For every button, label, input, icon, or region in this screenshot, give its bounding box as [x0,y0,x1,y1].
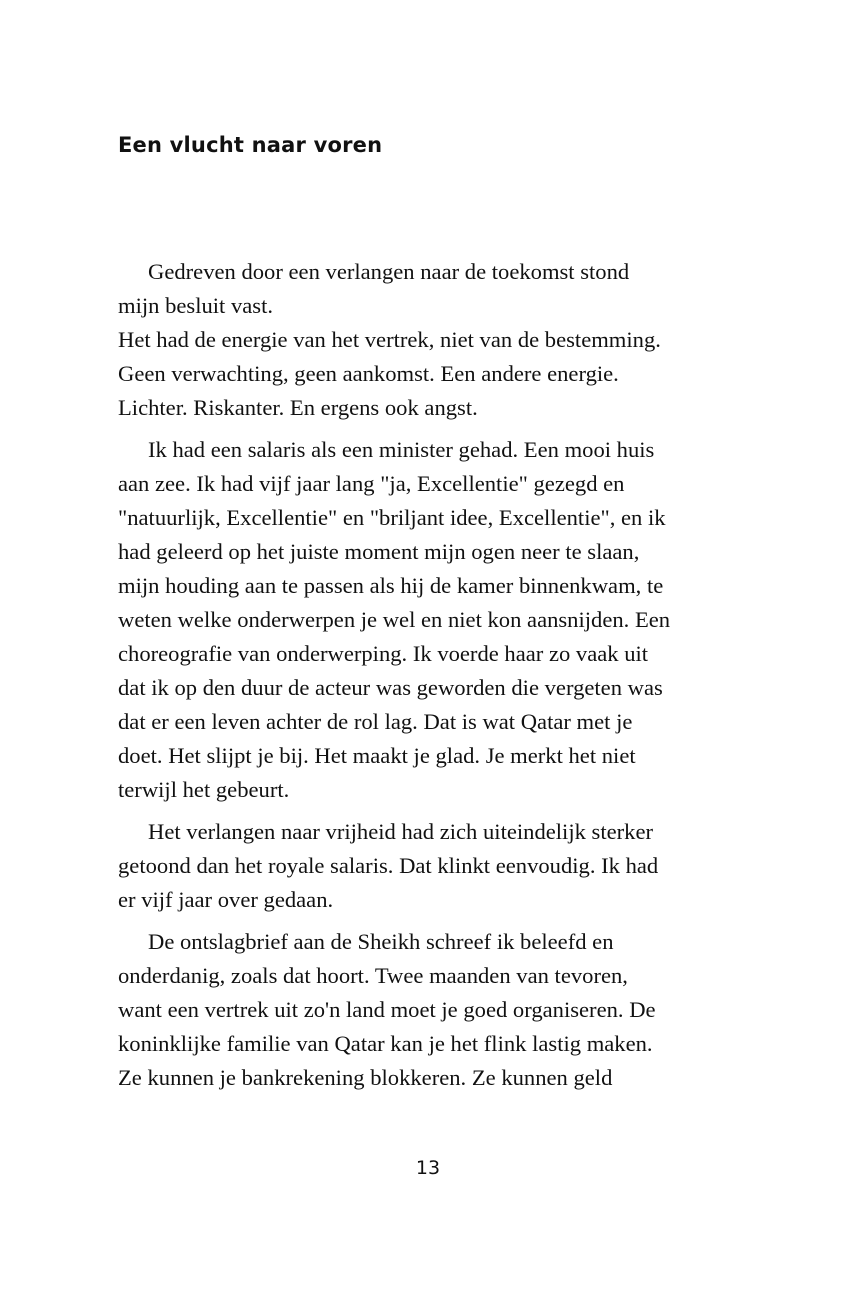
text-line: choreografie van onderwerping. Ik voerde haar zo vaak uit [118,641,649,666]
paragraph-2 [118,323,740,425]
page-number: 13 [415,1157,441,1179]
paragraph-5 [118,925,740,1095]
text-line: De ontslagbrief aan de Sheikh schreef ik beleefd en [148,929,614,954]
text-line: koninklijke familie van Qatar kan je het flink lastig maken. [118,1031,653,1056]
chapter-title: Een vlucht naar voren [118,133,383,157]
paragraph-4 [118,815,740,917]
body-text [118,255,740,1095]
text-line: terwijl het gebeurt. [118,777,290,802]
text-line: mijn besluit vast. [118,293,274,318]
text-line: doet. Het slijpt je bij. Het maakt je glad. Je merkt het niet [118,743,636,768]
text-line: Geen verwachting, geen aankomst. Een andere energie. [118,361,619,386]
paragraph-1 [118,255,740,323]
text-line: Lichter. Riskanter. En ergens ook angst. [118,395,478,420]
text-line: dat er een leven achter de rol lag. Dat is wat Qatar met je [118,709,633,734]
text-line: Gedreven door een verlangen naar de toekomst stond [148,259,630,284]
text-line: dat ik op den duur de acteur was geworden die vergeten was [118,675,663,700]
text-line: Het had de energie van het vertrek, niet van de bestemming. [118,327,661,352]
text-line: aan zee. Ik had vijf jaar lang "ja, Excellentie" gezegd en [118,471,625,496]
paragraph-3 [118,433,740,807]
text-line: er vijf jaar over gedaan. [118,887,334,912]
text-line: "natuurlijk, Excellentie" en "briljant idee, Excellentie", en ik [118,505,666,530]
text-line: Ze kunnen je bankrekening blokkeren. Ze kunnen geld [118,1065,613,1090]
text-line: getoond dan het royale salaris. Dat klinkt eenvoudig. Ik had [118,853,659,878]
text-line: Ik had een salaris als een minister gehad. Een mooi huis [148,437,655,462]
text-line: weten welke onderwerpen je wel en niet kon aansnijden. Een [118,607,671,632]
text-line: mijn houding aan te passen als hij de kamer binnenkwam, te [118,573,664,598]
text-line: had geleerd op het juiste moment mijn ogen neer te slaan, [118,539,640,564]
text-line: Het verlangen naar vrijheid had zich uiteindelijk sterker [148,819,654,844]
text-line: want een vertrek uit zo'n land moet je goed organiseren. De [118,997,656,1022]
text-line: onderdanig, zoals dat hoort. Twee maanden van tevoren, [118,963,628,988]
